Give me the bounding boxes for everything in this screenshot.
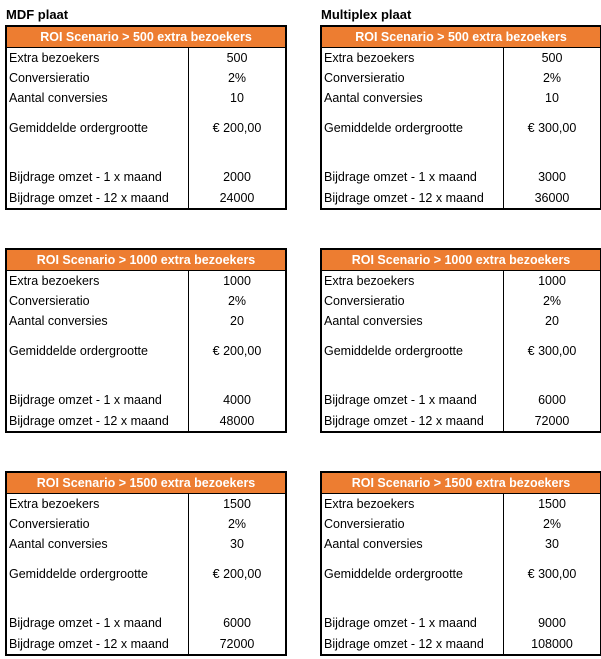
row-value: € 200,00 [212, 344, 262, 358]
row-label: Aantal conversies [322, 88, 504, 108]
table-row [7, 68, 285, 88]
row-label: Bijdrage omzet - 12 x maand [322, 411, 504, 431]
row-value: 4000 [223, 393, 251, 407]
row-value: 108000 [531, 637, 573, 651]
row-label: Aantal conversies [7, 534, 189, 554]
row-label: Extra bezoekers [7, 48, 189, 68]
table-row [322, 291, 600, 311]
roi-table-multiplex-500 [320, 25, 601, 210]
table-row [7, 188, 285, 208]
row-value: 24000 [219, 191, 255, 205]
row-value: € 300,00 [527, 121, 577, 135]
row-label: Gemiddelde ordergrootte [322, 554, 504, 594]
table-row [322, 108, 600, 148]
table-row [7, 411, 285, 431]
table-row [7, 271, 285, 291]
row-label: Conversieratio [7, 291, 189, 311]
table-header: ROI Scenario > 1000 extra bezoekers [7, 250, 285, 271]
row-value: 6000 [538, 393, 566, 407]
roi-table-mdf-1000 [5, 248, 287, 433]
row-value: 30 [230, 537, 244, 551]
row-label: Bijdrage omzet - 1 x maand [322, 148, 504, 188]
row-label: Gemiddelde ordergrootte [322, 331, 504, 371]
row-label: Extra bezoekers [322, 494, 504, 514]
row-label: Aantal conversies [322, 311, 504, 331]
table-row [322, 534, 600, 554]
row-value: 1000 [223, 274, 251, 288]
row-value: 2% [542, 294, 562, 308]
row-value: 1500 [223, 497, 251, 511]
table-row [7, 311, 285, 331]
table-row [322, 411, 600, 431]
roi-table-mdf-500 [5, 25, 287, 210]
row-value: 72000 [534, 414, 570, 428]
table-header: ROI Scenario > 1500 extra bezoekers [7, 473, 285, 494]
row-label: Aantal conversies [7, 88, 189, 108]
table-row [322, 271, 600, 291]
table-row [7, 108, 285, 148]
table-header: ROI Scenario > 1500 extra bezoekers [322, 473, 600, 494]
row-label: Bijdrage omzet - 1 x maand [322, 594, 504, 634]
mdf-column [5, 0, 287, 651]
table-row [7, 148, 285, 188]
row-value: 30 [545, 537, 559, 551]
row-label: Bijdrage omzet - 12 x maand [7, 188, 189, 208]
row-label: Bijdrage omzet - 12 x maand [7, 411, 189, 431]
row-value: 2% [542, 71, 562, 85]
row-label: Bijdrage omzet - 12 x maand [322, 634, 504, 654]
table-row [7, 494, 285, 514]
table-row [322, 494, 600, 514]
row-label: Gemiddelde ordergrootte [7, 331, 189, 371]
row-value: 2% [227, 517, 247, 531]
row-value: 9000 [538, 616, 566, 630]
row-label: Bijdrage omzet - 1 x maand [7, 594, 189, 634]
row-value: 6000 [223, 616, 251, 630]
roi-table-multiplex-1500 [320, 471, 601, 656]
row-value: 20 [545, 314, 559, 328]
row-value: 10 [230, 91, 244, 105]
multiplex-title: Multiplex plaat [321, 7, 412, 22]
table-row [7, 594, 285, 634]
row-label: Aantal conversies [322, 534, 504, 554]
row-value: 500 [226, 51, 248, 65]
table-row [7, 634, 285, 654]
row-value: € 300,00 [527, 567, 577, 581]
row-value: 72000 [219, 637, 255, 651]
table-row [7, 514, 285, 534]
row-label: Conversieratio [322, 514, 504, 534]
table-row [7, 371, 285, 411]
table-row [7, 534, 285, 554]
row-label: Bijdrage omzet - 1 x maand [322, 371, 504, 411]
row-value: 10 [545, 91, 559, 105]
row-value: € 200,00 [212, 567, 262, 581]
row-value: 3000 [538, 170, 566, 184]
row-value: 2% [542, 517, 562, 531]
row-label: Bijdrage omzet - 1 x maand [7, 148, 189, 188]
table-row [322, 514, 600, 534]
row-label: Gemiddelde ordergrootte [322, 108, 504, 148]
table-row [322, 68, 600, 88]
mdf-title: MDF plaat [6, 7, 69, 22]
multiplex-column [320, 0, 601, 651]
row-value: 2% [227, 71, 247, 85]
row-label: Conversieratio [322, 291, 504, 311]
table-header: ROI Scenario > 500 extra bezoekers [7, 27, 285, 48]
table-row [7, 331, 285, 371]
table-row [322, 88, 600, 108]
row-label: Gemiddelde ordergrootte [7, 108, 189, 148]
table-row [322, 331, 600, 371]
row-value: 48000 [219, 414, 255, 428]
table-header: ROI Scenario > 1000 extra bezoekers [322, 250, 600, 271]
row-value: 2000 [223, 170, 251, 184]
table-row [322, 148, 600, 188]
table-header: ROI Scenario > 500 extra bezoekers [322, 27, 600, 48]
table-row [322, 188, 600, 208]
row-label: Aantal conversies [7, 311, 189, 331]
table-row [322, 554, 600, 594]
row-value: 500 [541, 51, 563, 65]
row-label: Gemiddelde ordergrootte [7, 554, 189, 594]
table-row [7, 48, 285, 68]
table-row [7, 88, 285, 108]
table-row [322, 311, 600, 331]
row-label: Extra bezoekers [7, 271, 189, 291]
row-label: Extra bezoekers [7, 494, 189, 514]
row-label: Conversieratio [7, 514, 189, 534]
row-label: Bijdrage omzet - 12 x maand [7, 634, 189, 654]
row-value: 1500 [538, 497, 566, 511]
row-label: Conversieratio [7, 68, 189, 88]
row-value: € 300,00 [527, 344, 577, 358]
row-value: 1000 [538, 274, 566, 288]
table-row [322, 371, 600, 411]
row-label: Bijdrage omzet - 1 x maand [7, 371, 189, 411]
row-value: € 200,00 [212, 121, 262, 135]
table-row [322, 594, 600, 634]
row-value: 20 [230, 314, 244, 328]
row-label: Bijdrage omzet - 12 x maand [322, 188, 504, 208]
row-label: Extra bezoekers [322, 48, 504, 68]
row-value: 36000 [534, 191, 570, 205]
row-value: 2% [227, 294, 247, 308]
roi-table-multiplex-1000 [320, 248, 601, 433]
row-label: Conversieratio [322, 68, 504, 88]
table-row [322, 48, 600, 68]
table-row [7, 291, 285, 311]
row-label: Extra bezoekers [322, 271, 504, 291]
table-row [7, 554, 285, 594]
roi-table-mdf-1500 [5, 471, 287, 656]
table-row [322, 634, 600, 654]
